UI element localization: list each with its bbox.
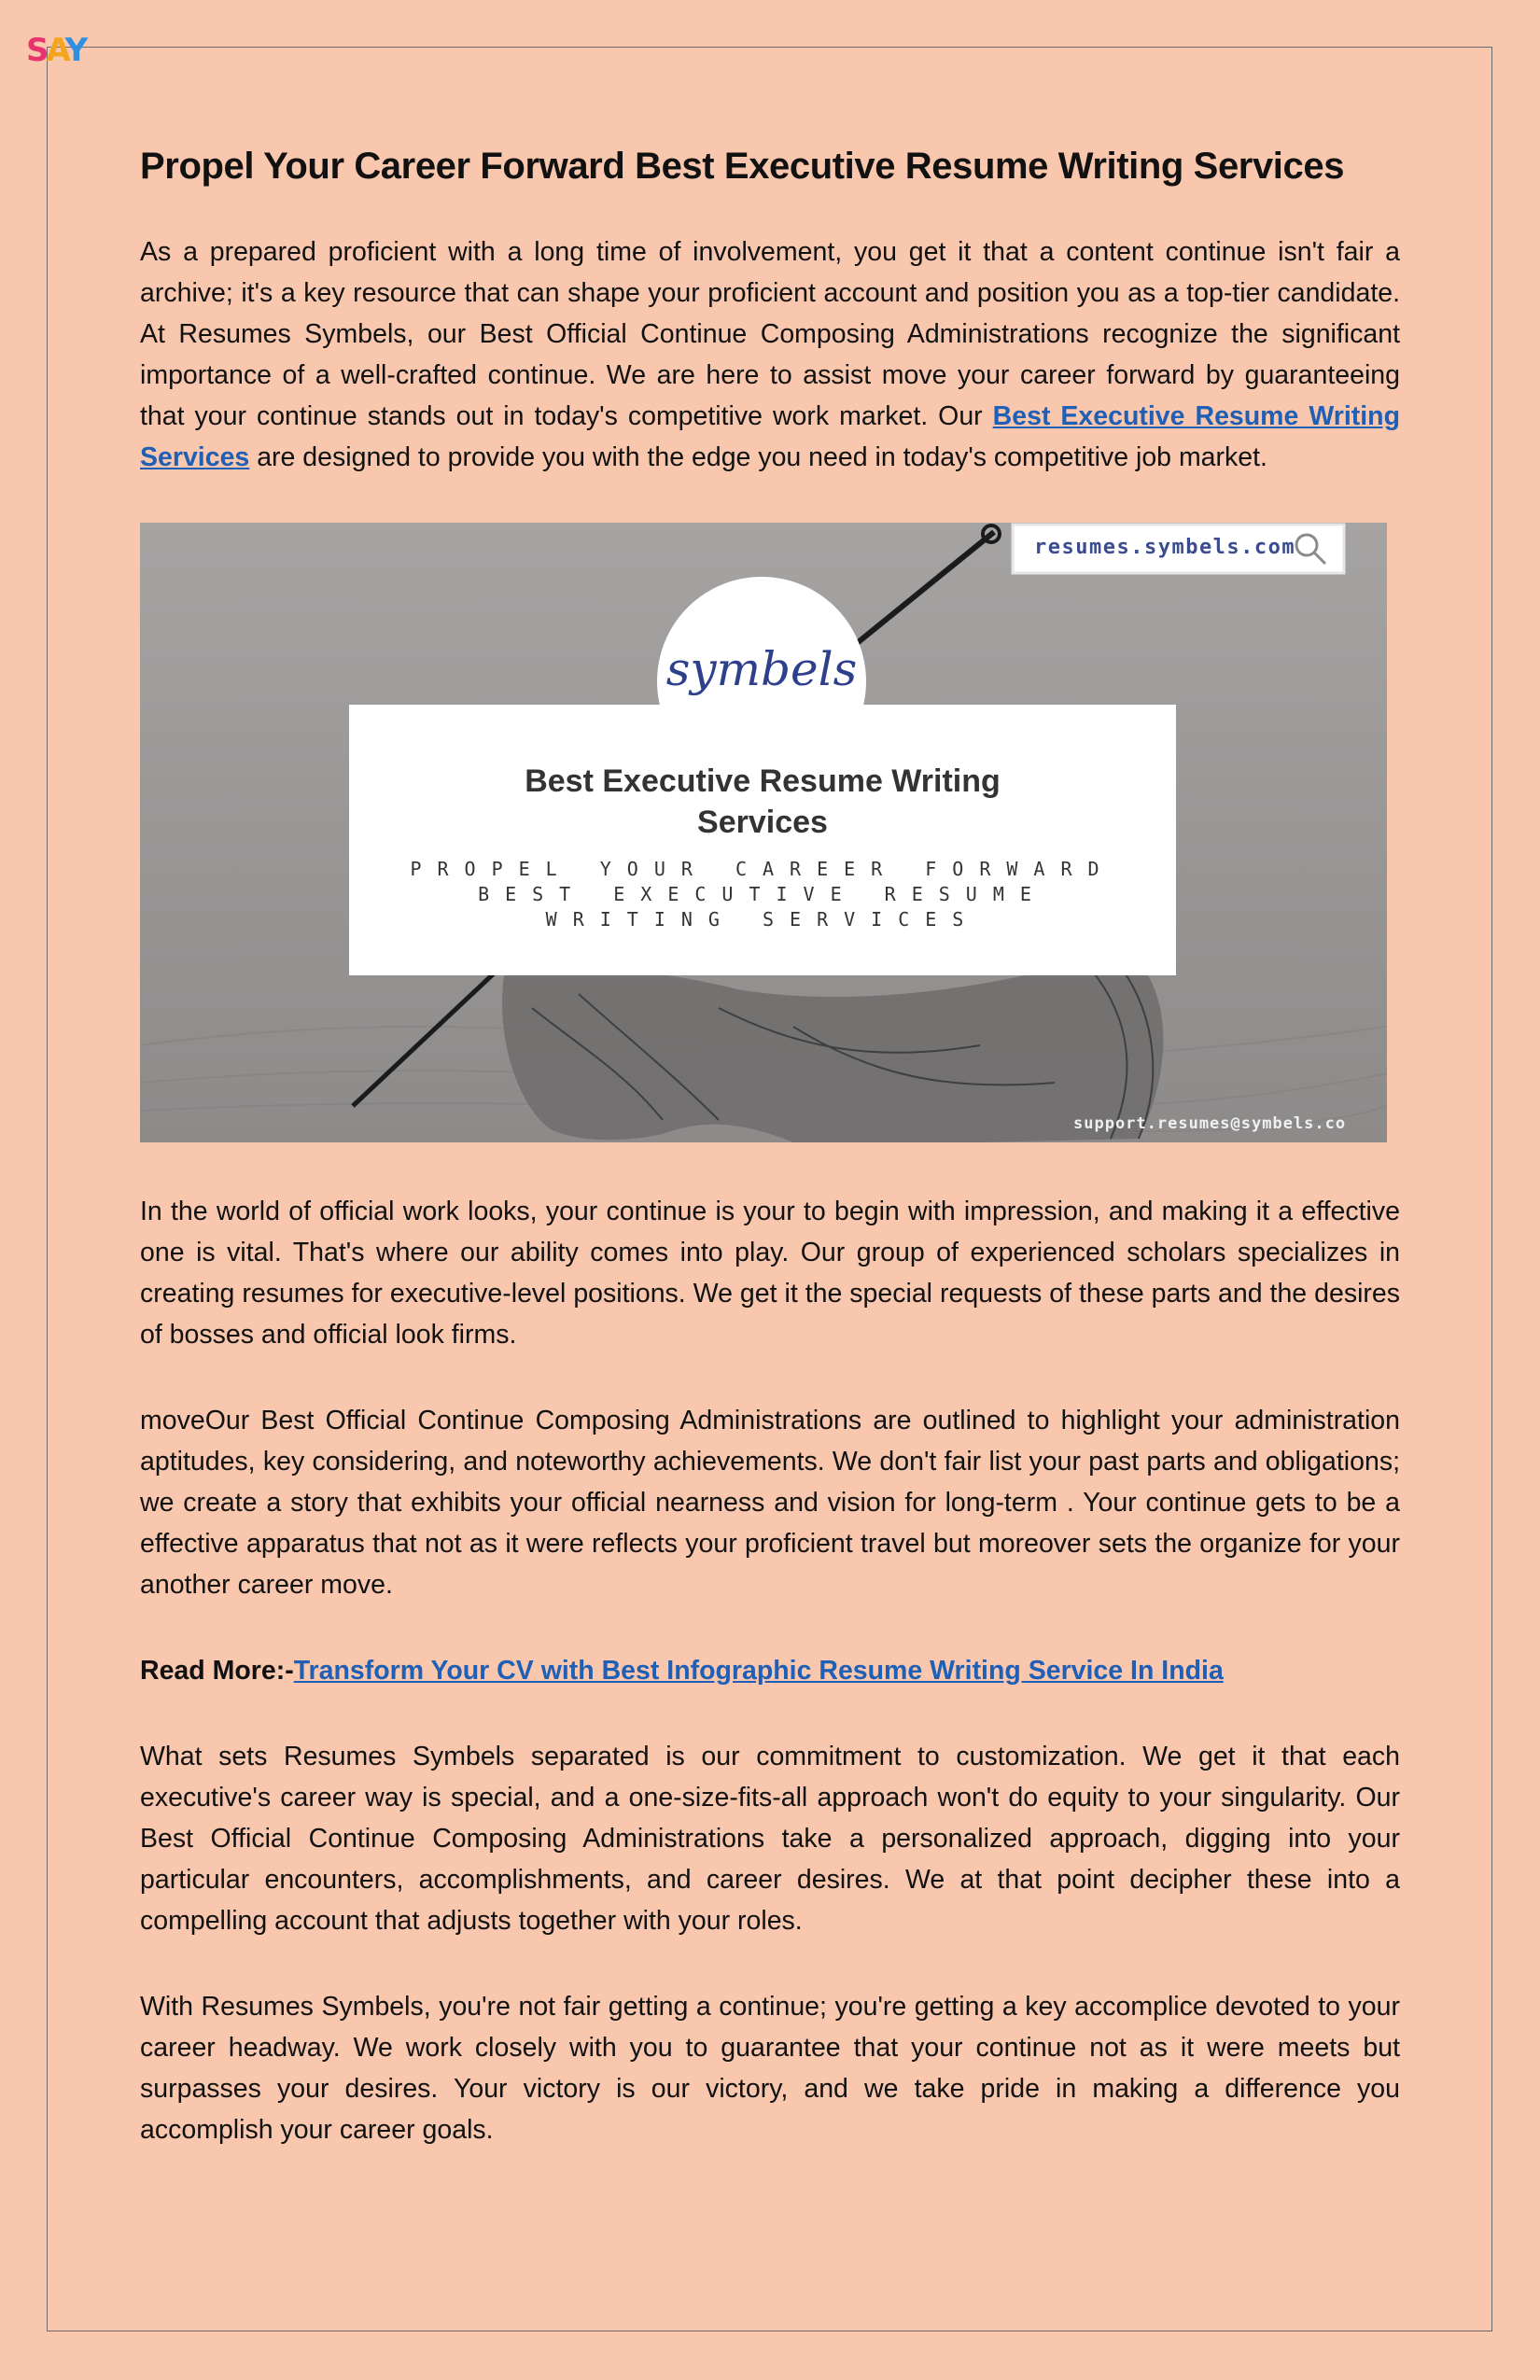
banner-image <box>140 523 1387 1142</box>
read-more-label: Read More:- <box>140 1656 294 1686</box>
banner-tagline: PROPEL YOUR CAREER FORWARD BEST EXECUTIVE RESUME WRITING SERVICES <box>410 858 1115 931</box>
page-title: Propel Your Career Forward Best Executive Resume Writing Services <box>140 146 1345 187</box>
say-logo <box>26 32 85 69</box>
read-more <box>140 1650 1400 1691</box>
paragraph-official-work: In the world of official work looks, your continue is your to begin with impression, and making it a effective one is vital. That's where our ability comes into play. Our group of experienced scholars specializes in creating resumes for executive-level positions. We get it the special requests of these parts and the desires of bosses and official look firms. <box>140 1197 1400 1350</box>
intro-paragraph: As a prepared proficient with a long time of involvement, you get it that a content continue isn't fair a archive; it's a key resource that can shape your proficient account and position you as a top-tier candidate. At Resumes Symbels, our Best Official Continue Composing Administrations recognize the significant importance of a well-crafted continue. We are here to assist move your career forward by guaranteeing that your continue stands out in today's competitive work market. Our Best Executive Resume Writing Services are designed to provide you with the edge you need in today's competitive job market. <box>140 237 1400 472</box>
url-label: resumes.symbels.com <box>1034 536 1296 559</box>
banner-headline: Best Executive Resume Writing Services <box>525 763 1001 840</box>
paragraph-administration: moveOur Best Official Continue Composing Administrations are outlined to highlight your administration aptitudes, key considering, and noteworthy achievements. We don't fair list your past parts and obligations; we create a story that exhibits your official nearness and vision for long-term . Your continue gets to be a effective apparatus that not as it were reflects your proficient travel but moreover sets the organize for your another career move. <box>140 1406 1400 1600</box>
logo-letter-s: S <box>26 32 47 69</box>
read-more-link[interactable]: Transform Your CV with Best Infographic Resume Writing Service In India <box>293 1656 1224 1686</box>
logo-letter-a: A <box>46 32 65 69</box>
best-executive-resume-link[interactable]: Best Executive Resume Writing Services <box>140 401 1400 472</box>
article <box>140 140 1400 2150</box>
paragraph-victory: With Resumes Symbels, you're not fair getting a continue; you're getting a key accomplice devoted to your career headway. We work closely with you to guarantee that your continue not as it were meets but surpasses your desires. Your victory is our victory, and we take pride in making a difference you accomplish your career goals. <box>140 1992 1400 2145</box>
logo-letter-y: Y <box>64 32 86 69</box>
hand-illustration <box>502 961 1163 1142</box>
paragraph-customization: What sets Resumes Symbels separated is our commitment to customization. We get it that each executive's career way is special, and a one-size-fits-all approach won't do equity to your singularity. Our Best Official Continue Composing Administrations take a personalized approach, digging into your particular encounters, accomplishments, and career desires. We at that point decipher these into a compelling account that adjusts together with your roles. <box>140 1742 1400 1936</box>
support-email: support.resumes@symbels.co <box>1073 1114 1347 1133</box>
symbels-logo: symbels <box>665 642 858 696</box>
